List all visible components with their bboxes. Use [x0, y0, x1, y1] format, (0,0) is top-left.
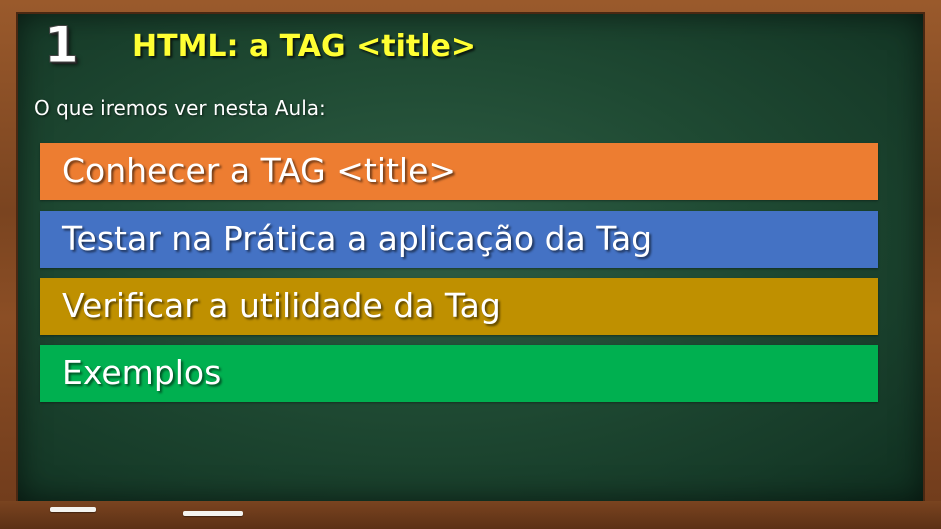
topic-item-utility: Verificar a utilidade da Tag — [40, 278, 878, 335]
chalk-piece — [50, 507, 96, 512]
topic-item-know-tag: Conhecer a TAG <title> — [40, 143, 878, 200]
slide-subtitle: O que iremos ver nesta Aula: — [34, 96, 326, 120]
lesson-number: 1 — [44, 16, 79, 74]
slide-title: HTML: a TAG <title> — [132, 29, 476, 64]
chalk-piece — [183, 511, 243, 516]
topic-item-examples: Exemplos — [40, 345, 878, 402]
topic-item-practice: Testar na Prática a aplicação da Tag — [40, 211, 878, 268]
chalk-tray — [0, 501, 941, 529]
